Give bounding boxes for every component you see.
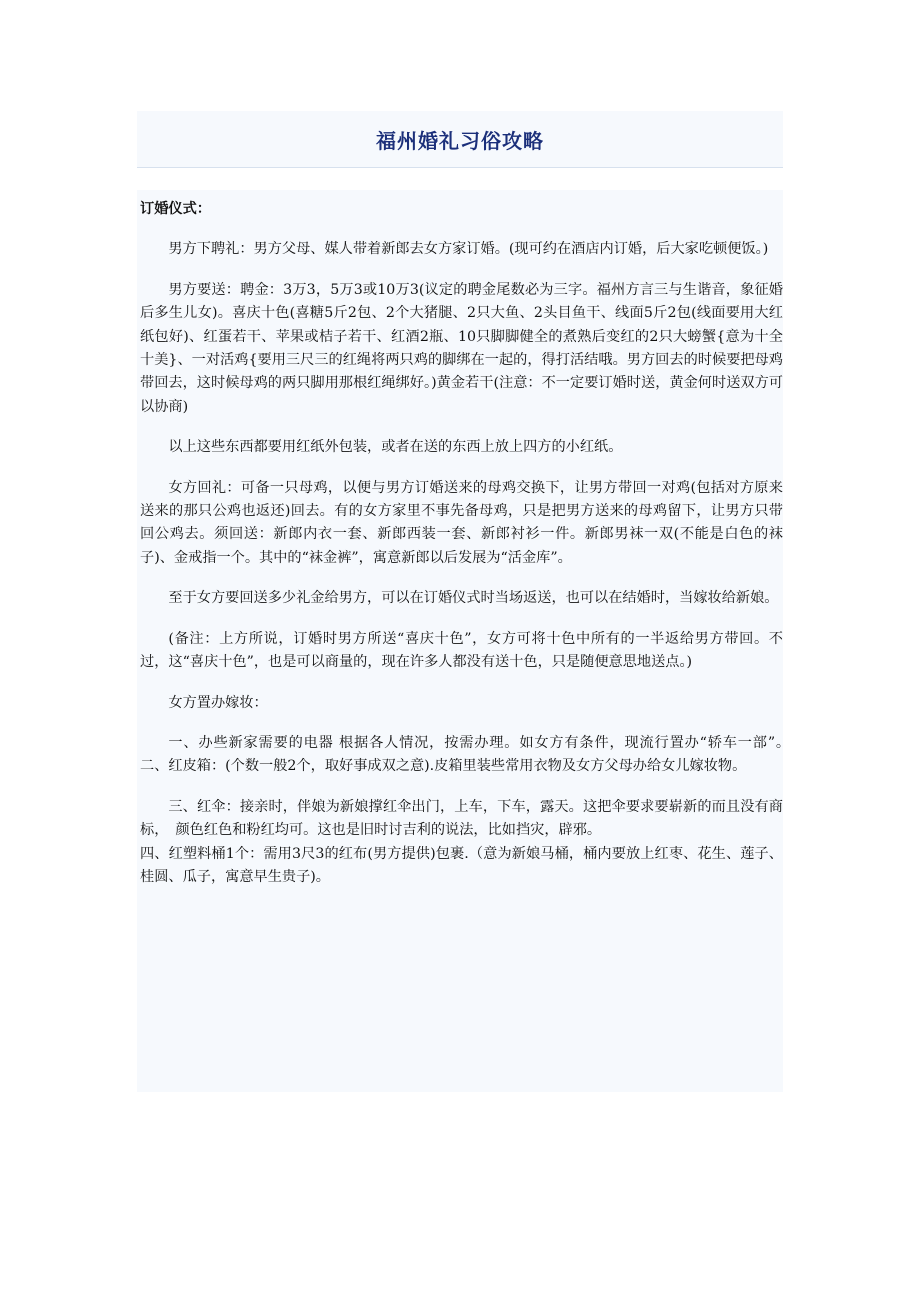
- paragraph-note: (备注：上方所说，订婚时男方所送“喜庆十色”，女方可将十色中所有的一半返给男方带回。不过，这“喜庆十色”，也是可以商量的，现在许多人都没有送十色，只是随便意思地送点。): [140, 630, 783, 671]
- paragraph-dowry-item-3: 三、红伞：接亲时，伴娘为新娘撑红伞出门，上车，下车，露天。这把伞要求要崭新的而且没有商标， 颜色红色和粉红均可。这也是旧时讨吉利的说法，比如挡灾，辟邪。: [140, 798, 783, 839]
- paragraph-groom-gifts-list: 男方要送：聘金：3万3，5万3或10万3(议定的聘金尾数必为三字。福州方言三与生谐音，象征婚后多生儿女)。喜庆十色(喜糖5斤2包、2个大猪腿、2只大鱼、2头目鱼干、线面5斤2包(线面要用大红纸包好)、红蛋若干、苹果或桔子若干、红酒2瓶、10只脚脚健全的煮熟后变红的2只大螃蟹{意为十全十美}、一对活鸡{要用三尺三的红绳将两只鸡的脚绑在一起的，得打活结哦。男方回去的时候要把母鸡带回去，这时候母鸡的两只脚用那根红绳绑好。)黄金若干(注意：不一定要订婚时送，黄金何时送双方可以协商): [140, 281, 783, 415]
- title-banner: [137, 111, 783, 168]
- paragraph-bride-return-gifts: 女方回礼：可备一只母鸡，以便与男方订婚送来的母鸡交换下，让男方带回一对鸡(包括对方原来送来的那只公鸡也返还)回去。有的女方家里不事先备母鸡，只是把男方送来的母鸡留下，让男方只带回公鸡去。须回送：新郎内衣一套、新郎西装一套、新郎衬衫一件。新郎男袜一双(不能是白色的袜子)、金戒指一个。其中的“袜金裤”，寓意新郎以后发展为“活金库”。: [140, 479, 783, 566]
- paragraph-groom-betrothal-gift: 男方下聘礼：男方父母、媒人带着新郎去女方家订婚。(现可约在酒店内订婚，后大家吃顿便饭。): [168, 241, 769, 258]
- article-body: [137, 190, 831, 1092]
- paragraph-red-paper-wrapping: 以上这些东西都要用红纸外包装，或者在送的东西上放上四方的小红纸。: [168, 439, 623, 456]
- section-heading: 订婚仪式：: [140, 201, 211, 217]
- page-title: 福州婚礼习俗攻略: [376, 128, 544, 153]
- paragraph-dowry-heading: 女方置办嫁妆：: [168, 694, 268, 711]
- paragraph-dowry-items-1-2: 一、办些新家需要的电器 根据各人情况，按需办理。如女方有条件，现流行置办“轿车一部”。 二、红皮箱：(个数一般2个，取好事成双之意).皮箱里装些常用衣物及女方父母办给女儿嫁妆物。: [140, 734, 831, 775]
- paragraph-dowry-item-4: 四、红塑料桶1个：需用3尺3的红布(男方提供)包裹.（意为新娘马桶，桶内要放上红枣、花生、莲子、桂圆、瓜子，寓意早生贵子)。: [140, 845, 783, 885]
- paragraph-return-money: 至于女方要回送多少礼金给男方，可以在订婚仪式时当场返送，也可以在结婚时，当嫁妆给新娘。: [168, 590, 779, 607]
